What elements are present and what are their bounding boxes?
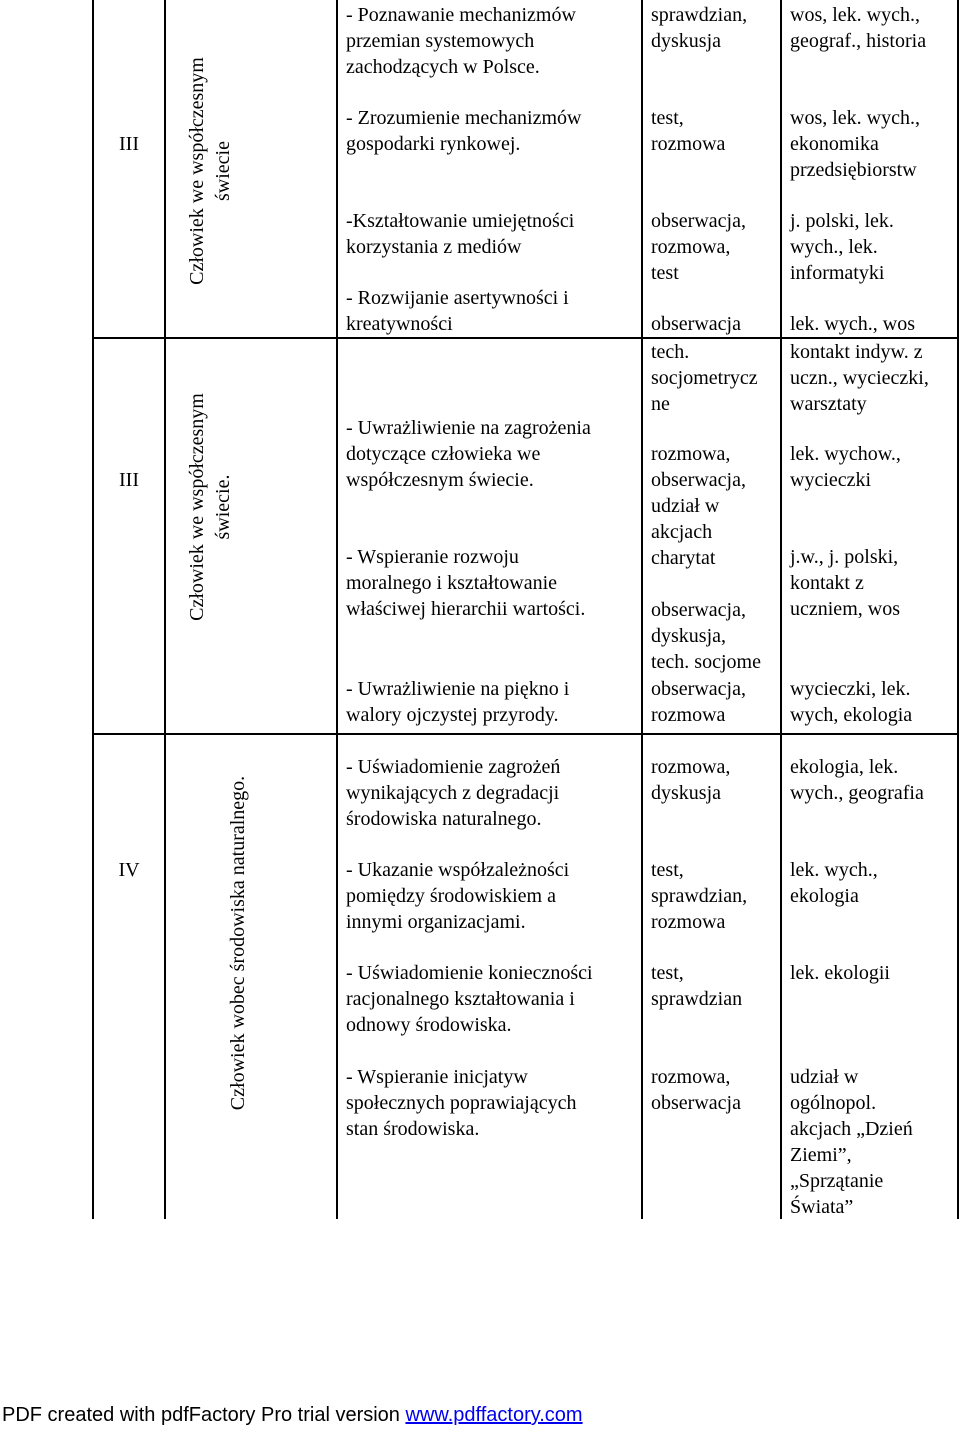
- goal-item: - Uwrażliwienie na zagrożenia dotyczące człowieka we współczesnym świecie.: [346, 417, 591, 491]
- method-item: obserwacja, dyskusja, tech. socjome: [651, 599, 761, 673]
- pdf-footer: [2, 1402, 583, 1428]
- goal-item: - Rozwijanie asertywności i kreatywności: [346, 287, 569, 335]
- goal-item: -Kształtowanie umiejętności korzystania z mediów: [346, 210, 575, 258]
- table-left-border: [92, 0, 94, 1219]
- section-number: IV: [118, 859, 140, 881]
- goal-item: - Wspieranie rozwoju moralnego i kształtowanie właściwej hierarchii wartości.: [346, 546, 586, 620]
- link-item: wos, lek. wych., ekonomika przedsiębiorstw: [790, 107, 920, 181]
- column-divider-number: [164, 0, 166, 1219]
- goal-item: - Uwrażliwienie na piękno i walory ojczystej przyrody.: [346, 678, 570, 726]
- method-item: obserwacja: [651, 313, 741, 335]
- link-item: j. polski, lek. wych., lek. informatyki: [790, 210, 894, 284]
- section-theme: Człowiek we współczesnym świecie: [186, 57, 234, 285]
- method-item: test, rozmowa: [651, 107, 726, 155]
- link-item: udział w ogólnopol. akcjach „Dzień Ziemi”, „Sprzątanie Świata”: [790, 1066, 913, 1218]
- goal-item: - Poznawanie mechanizmów przemian systemowych zachodzących w Polsce.: [346, 4, 576, 78]
- footer-text: PDF created with pdfFactory Pro trial version: [2, 1404, 406, 1426]
- link-item: j.w., j. polski, kontakt z uczniem, wos: [790, 546, 900, 620]
- link-item: wos, lek. wych., geograf., historia: [790, 4, 927, 52]
- goal-item: - Uświadomienie zagrożeń wynikających z degradacji środowiska naturalnego.: [346, 756, 561, 830]
- link-item: lek. wych., wos: [790, 313, 915, 335]
- method-item: rozmowa, obserwacja: [651, 1066, 741, 1114]
- section-number: III: [119, 469, 139, 491]
- method-item: test, sprawdzian, rozmowa: [651, 859, 748, 933]
- goal-item: - Uświadomienie konieczności racjonalnego kształtowania i odnowy środowiska.: [346, 962, 593, 1036]
- method-item: obserwacja, rozmowa, test: [651, 210, 746, 284]
- goal-item: - Wspieranie inicjatyw społecznych poprawiających stan środowiska.: [346, 1066, 577, 1140]
- section-number: III: [119, 133, 139, 155]
- section-theme: Człowiek wobec środowiska naturalnego.: [227, 775, 249, 1111]
- link-item: lek. wych., ekologia: [790, 859, 878, 907]
- link-item: wycieczki, lek. wych, ekologia: [790, 678, 913, 726]
- footer-link[interactable]: www.pdffactory.com: [405, 1404, 583, 1426]
- link-item: ekologia, lek. wych., geografia: [790, 756, 924, 804]
- link-item: lek. wychow., wycieczki: [790, 443, 901, 491]
- column-divider-theme: [336, 0, 338, 1219]
- method-item: obserwacja, rozmowa: [651, 678, 746, 726]
- method-item: rozmowa, obserwacja, udział w akcjach charytat: [651, 443, 746, 569]
- goal-item: - Zrozumienie mechanizmów gospodarki rynkowej.: [346, 107, 582, 155]
- column-divider-goals: [641, 0, 643, 1219]
- method-item: test, sprawdzian: [651, 962, 743, 1010]
- method-item: tech. socjometrycz ne: [651, 341, 758, 415]
- link-item: lek. ekologii: [790, 962, 890, 984]
- row-divider: [92, 733, 959, 735]
- table-right-border: [957, 0, 959, 1219]
- method-item: sprawdzian, dyskusja: [651, 4, 748, 52]
- column-divider-methods: [780, 0, 782, 1219]
- goal-item: - Ukazanie współzależności pomiędzy środowiskiem a innymi organizacjami.: [346, 859, 570, 933]
- method-item: rozmowa, dyskusja: [651, 756, 731, 804]
- link-item: kontakt indyw. z uczn., wycieczki, warsztaty: [790, 341, 929, 415]
- section-theme: Człowiek we współczesnym świecie.: [186, 393, 234, 621]
